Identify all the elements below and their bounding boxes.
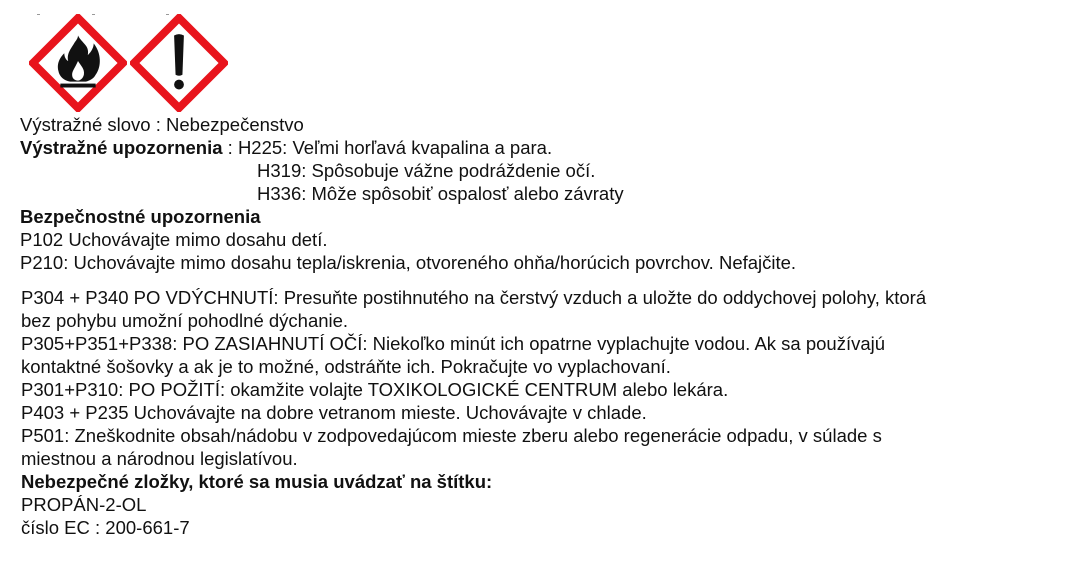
precautionary-p102: P102 Uchovávajte mimo dosahu detí. bbox=[20, 229, 328, 250]
precautionary-p210: P210: Uchovávajte mimo dosahu tepla/iskrenia, otvoreného ohňa/horúcich povrchov. Nefajčite. bbox=[20, 252, 797, 273]
hazard-statements-label: Výstražné upozornenia bbox=[20, 137, 223, 158]
hazardous-components-heading: Nebezpečné zložky, ktoré sa musia uvádzať na štítku: bbox=[21, 471, 493, 492]
flame-pictogram bbox=[29, 14, 127, 112]
exclamation-icon bbox=[130, 14, 228, 112]
hazard-statement-h336: H336: Môže spôsobiť ospalosť alebo závraty bbox=[257, 183, 624, 204]
precautionary-heading: Bezpečnostné upozornenia bbox=[20, 206, 261, 227]
hazard-statement-h225: H225: Veľmi horľavá kvapalina a para. bbox=[237, 137, 553, 158]
precautionary-p501-line2: miestnou a národnou legislatívou. bbox=[21, 448, 298, 469]
precautionary-p403: P403 + P235 Uchovávajte na dobre vetranom mieste. Uchovávajte v chlade. bbox=[21, 402, 647, 423]
ec-number: číslo EC : 200-661-7 bbox=[21, 517, 190, 538]
precautionary-p304-line1: P304 + P340 PO VDÝCHNUTÍ: Presuňte postihnutého na čerstvý vzduch a uložte do oddychovej polohy, ktorá bbox=[21, 287, 927, 308]
label-text-bottom bbox=[21, 286, 926, 539]
label-text-top bbox=[20, 113, 796, 274]
flame-icon bbox=[29, 14, 127, 112]
precautionary-p305-line2: kontaktné šošovky a ak je to možné, odstráňte ich. Pokračujte vo vyplachovaní. bbox=[21, 356, 671, 377]
precautionary-p304-line2: bez pohybu umožní pohodlné dýchanie. bbox=[21, 310, 349, 331]
signal-word-label: Výstražné slovo : bbox=[20, 114, 167, 135]
ghs-pictograms bbox=[0, 0, 240, 112]
exclamation-pictogram bbox=[130, 14, 228, 112]
signal-word-value: Nebezpečenstvo bbox=[166, 114, 304, 135]
precautionary-p301: P301+P310: PO POŽITÍ: okamžite volajte TOXIKOLOGICKÉ CENTRUM alebo lekára. bbox=[21, 379, 729, 400]
signal-word-line bbox=[20, 113, 796, 136]
precautionary-p501-line1: P501: Zneškodnite obsah/nádobu v zodpovedajúcom mieste zberu alebo regenerácie odpadu, v súlade s bbox=[21, 425, 882, 446]
precautionary-p305-line1: P305+P351+P338: PO ZASIAHNUTÍ OČÍ: Niekoľko minút ich opatrne vyplachujte vodou. Ak sa používajú bbox=[21, 333, 886, 354]
hazard-separator: : bbox=[222, 137, 238, 158]
hazard-statements-line bbox=[20, 136, 796, 159]
hazardous-substance-name: PROPÁN-2-OL bbox=[21, 494, 147, 515]
hazard-statement-h319: H319: Spôsobuje vážne podráždenie očí. bbox=[257, 160, 596, 181]
